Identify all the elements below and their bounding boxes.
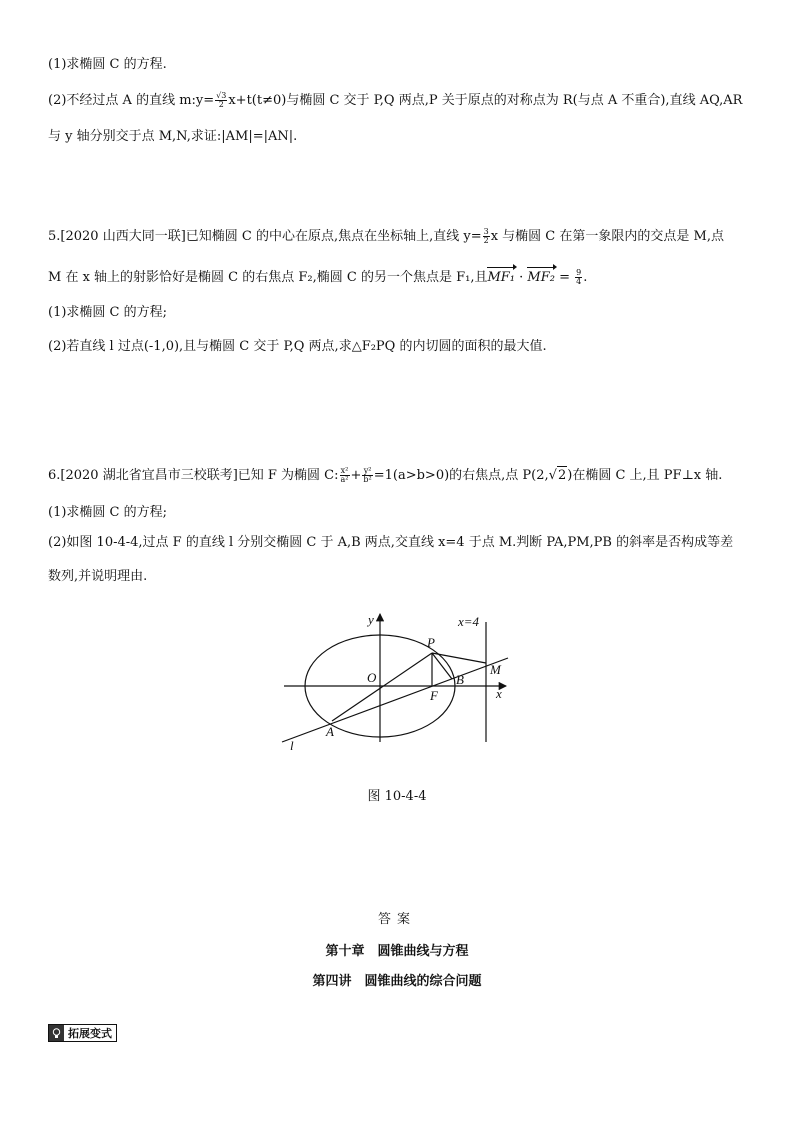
segment-pm <box>432 653 486 663</box>
label-m: M <box>490 662 501 677</box>
q4-part2-line1 <box>48 92 742 110</box>
figure-caption: 图 10-4-4 <box>367 789 427 804</box>
q6-text-b: =1(a>b>0)的右焦点,点 P(2, <box>373 468 549 483</box>
q5-part2: (2)若直线 l 过点(-1,0),且与椭圆 C 交于 P,Q 两点,求△F₂PQ 的内切圆的面积的最大值. <box>48 339 547 354</box>
chapter-title: 第十章 圆锥曲线与方程 <box>325 944 469 959</box>
q5-part1: (1)求椭圆 C 的方程; <box>48 305 168 320</box>
badge-label: 拓展变式 <box>68 1027 112 1040</box>
label-x-equals-4: x=4 <box>458 614 480 629</box>
q4-part2-text-a: (2)不经过点 A 的直线 m:y= <box>48 93 215 108</box>
q6-fraction-x: $\frac{\text{x²}}{\text{a²}}$ <box>340 466 349 484</box>
label-a: A <box>326 724 334 739</box>
segment-pa <box>332 653 432 721</box>
q6-text-c: )在椭圆 C 上,且 PF⊥x 轴. <box>567 468 723 483</box>
q6-part2-line1: (2)如图 10-4-4,过点 F 的直线 l 分别交椭圆 C 于 A,B 两点,交直线 x=4 于点 M.判断 PA,PM,PB 的斜率是否构成等差 <box>48 535 734 550</box>
label-l: l <box>290 738 294 753</box>
q4-fraction: $\frac{√3}{2}$ <box>216 91 227 109</box>
vector-mf1: MF₁ <box>487 266 515 287</box>
q5-fraction-1: $\frac{3}{2}$ <box>483 227 489 245</box>
ellipse-figure <box>270 600 530 760</box>
q5-text-a: 5.[2020 山西大同一联]已知椭圆 C 的中心在原点,焦点在坐标轴上,直线 y= <box>48 229 482 244</box>
q6-part2-line2: 数列,并说明理由. <box>48 569 148 584</box>
line-l <box>282 658 508 742</box>
label-f: F <box>430 688 438 703</box>
q6-line1: 6.[2020 湖北省宜昌市三校联考]已知 F 为椭圆 C: $\frac{\text{x²}}{\text{a²}}$ + $\frac{\text{y²}}{\text{b²}}$ =1(a>b>0)的右焦点,点 P(2,√2)在椭圆 C 上,且 PF⊥x 轴. <box>48 466 723 484</box>
label-origin: O <box>367 670 377 685</box>
q4-part2-text-b: x+t(t≠0)与椭圆 C 交于 P,Q 两点,P 关于原点的对称点为 R(与点 A 不重合),直线 AQ,AR <box>228 93 743 108</box>
q5-fraction-2: $\frac{9}{4}$ <box>576 268 582 286</box>
lecture-title: 第四讲 圆锥曲线的综合问题 <box>312 974 482 989</box>
q6-text-a: 6.[2020 湖北省宜昌市三校联考]已知 F 为椭圆 C: <box>48 468 339 483</box>
q4-part1: (1)求椭圆 C 的方程. <box>48 57 167 72</box>
lightbulb-icon <box>49 1025 64 1041</box>
answer-title: 答案 <box>377 912 416 927</box>
q4-part2-line2: 与 y 轴分别交于点 M,N,求证:|AM|=|AN|. <box>48 129 298 144</box>
extension-badge <box>48 1024 117 1042</box>
label-b: B <box>456 672 464 687</box>
q6-part1: (1)求椭圆 C 的方程; <box>48 505 168 520</box>
q6-fraction-y: $\frac{\text{y²}}{\text{b²}}$ <box>363 466 372 484</box>
q5-line2: M 在 x 轴上的射影恰好是椭圆 C 的右焦点 F₂,椭圆 C 的另一个焦点是 F₁,且MF₁ · MF₂ = $\frac{9}{4}$ . <box>48 268 588 286</box>
label-p: P <box>427 635 435 650</box>
q5-text-c: M 在 x 轴上的射影恰好是椭圆 C 的右焦点 F₂,椭圆 C 的另一个焦点是 F₁,且 <box>48 270 488 285</box>
label-y: y <box>368 612 374 627</box>
q5-line1 <box>48 228 724 246</box>
vector-mf2: MF₂ <box>527 266 555 287</box>
label-x: x <box>496 686 502 701</box>
q5-text-b: x 与椭圆 C 在第一象限内的交点是 M,点 <box>490 229 724 244</box>
q6-sqrt: 2 <box>557 468 567 483</box>
